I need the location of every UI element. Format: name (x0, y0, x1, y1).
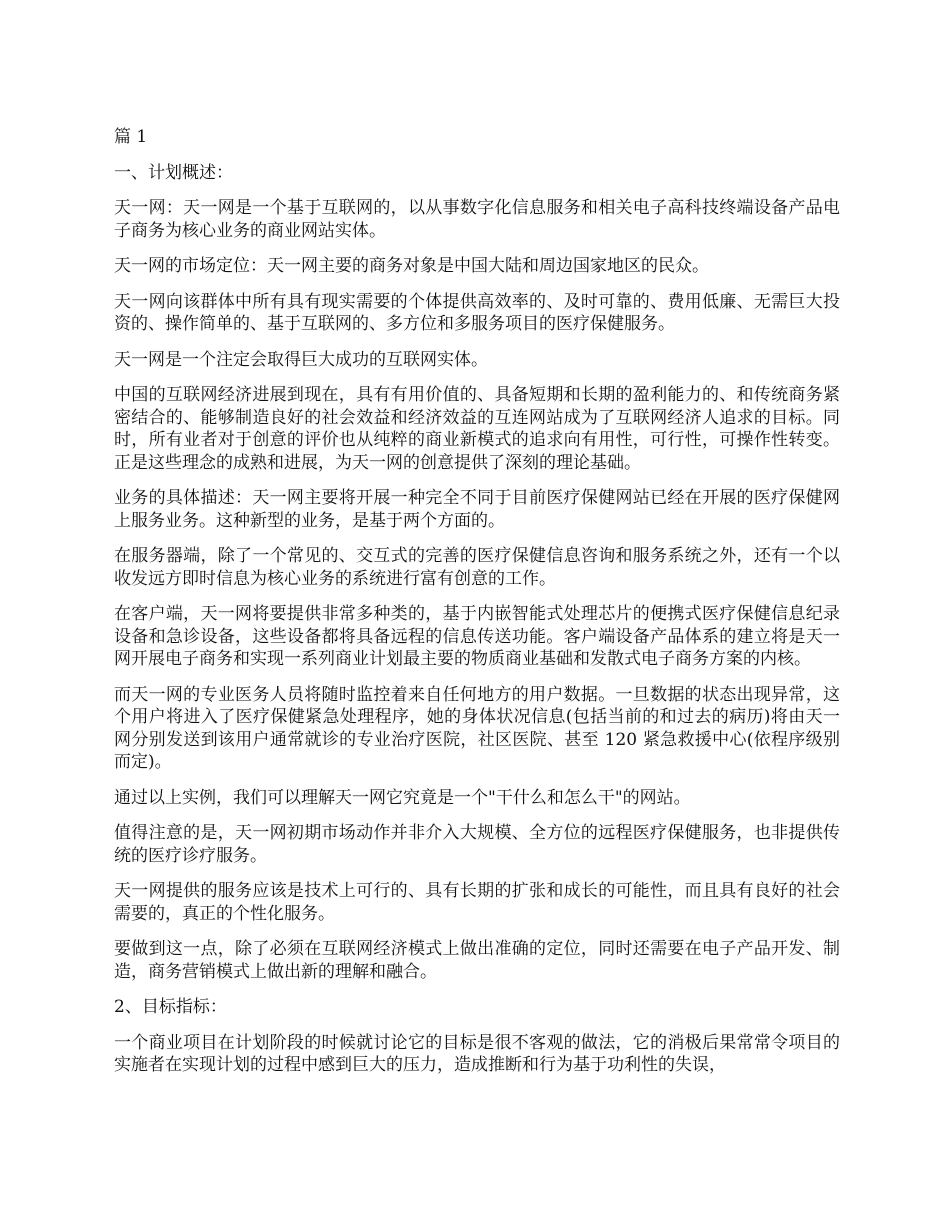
paragraph-11: 值得注意的是，天一网初期市场动作并非介入大规模、全方位的远程医疗保健服务，也非提供传统的医疗诊疗服务。 (114, 823, 840, 866)
paragraph-1: 天一网：天一网是一个基于互联网的，以从事数字化信息服务和相关电子高科技终端设备产品电子商务为核心业务的商业网站实体。 (114, 198, 840, 241)
paragraph-12: 天一网提供的服务应该是技术上可行的、具有长期的扩张和成长的可能性，而且具有良好的社会需要的，真正的个性化服务。 (114, 881, 840, 924)
paragraph-7: 在服务器端，除了一个常见的、交互式的完善的医疗保健信息咨询和服务系统之外，还有一个以收发远方即时信息为核心业务的系统进行富有创意的工作。 (114, 546, 840, 589)
document-page (114, 126, 840, 1090)
paragraph-2: 天一网的市场定位：天一网主要的商务对象是中国大陆和周边国家地区的民众。 (114, 256, 709, 276)
paragraph-6: 业务的具体描述：天一网主要将开展一种完全不同于目前医疗保健网站已经在开展的医疗保健网上服务业务。这种新型的业务，是基于两个方面的。 (114, 488, 840, 531)
paragraph-10: 通过以上实例，我们可以理解天一网它究竟是一个"干什么和怎么干"的网站。 (114, 787, 691, 808)
section-heading-targets: 2、目标指标： (114, 997, 227, 1017)
section-heading-plan-overview: 一、计划概述： (114, 162, 233, 183)
paragraph-14: 一个商业项目在计划阶段的时候就讨论它的目标是很不客观的做法，它的消极后果常常令项目的实施者在实现计划的过程中感到巨大的压力，造成推断和行为基于功利性的失误， (114, 1032, 840, 1075)
paragraph-8: 在客户端，天一网将要提供非常多种类的，基于内嵌智能式处理芯片的便携式医疗保健信息纪录设备和急诊设备，这些设备都将具备远程的信息传送功能。客户端设备产品体系的建立将是天一网开展电子商务和实现一系列商业计划最主要的物质商业基础和发散式电子商务方案的内核。 (114, 604, 840, 669)
section-label: 篇 1 (114, 127, 148, 147)
paragraph-5: 中国的互联网经济进展到现在，具有有用价值的、具备短期和长期的盈利能力的、和传统商务紧密结合的、能够制造良好的社会效益和经济效益的互连网站成为了互联网经济人追求的目标。同时，所有业者对于创意的评价也从纯粹的商业新模式的追求向有用性，可行性，可操作性转变。正是这些理念的成熟和进展，为天一网的创意提供了深刻的理论基础。 (114, 385, 840, 473)
paragraph-4: 天一网是一个注定会取得巨大成功的互联网实体。 (114, 349, 488, 370)
paragraph-13: 要做到这一点，除了必须在互联网经济模式上做出准确的定位，同时还需要在电子产品开发、制造，商务营销模式上做出新的理解和融合。 (114, 939, 840, 982)
paragraph-9: 而天一网的专业医务人员将随时监控着来自任何地方的用户数据。一旦数据的状态出现异常，这个用户将进入了医疗保健紧急处理程序，她的身体状况信息(包括当前的和过去的病历)将由天一网分别发送到该用户通常就诊的专业治疗医院，社区医院、甚至 120 紧急救援中心(依程序级别而定)。 (114, 684, 840, 772)
paragraph-3: 天一网向该群体中所有具有现实需要的个体提供高效率的、及时可靠的、费用低廉、无需巨大投资的、操作简单的、基于互联网的、多方位和多服务项目的医疗保健服务。 (114, 291, 840, 334)
